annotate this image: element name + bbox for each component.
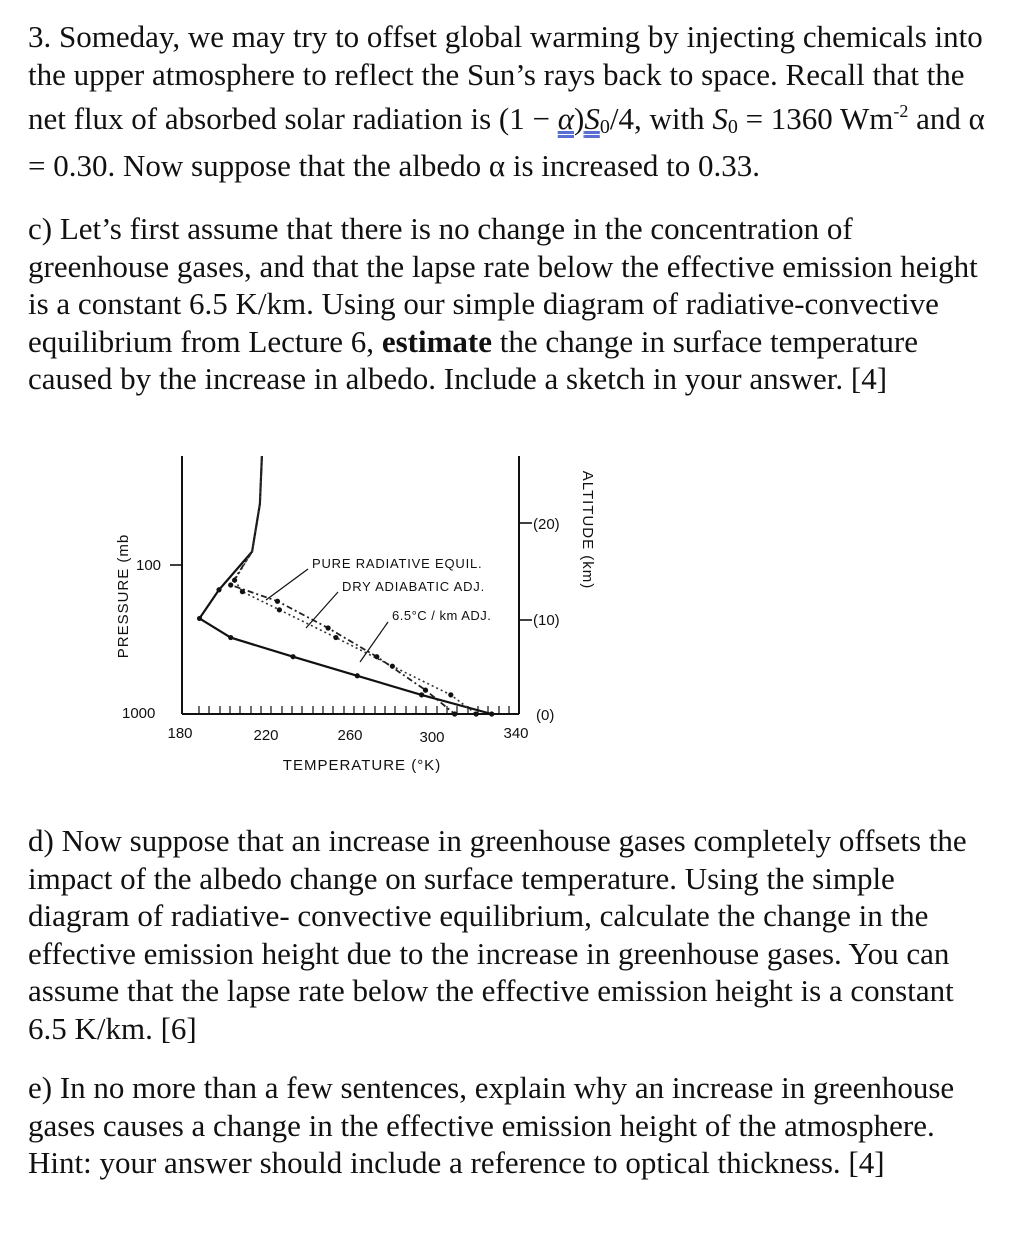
curve-label-6.5-adj: 6.5°C / km ADJ. (392, 608, 492, 623)
data-point-series-1-3 (232, 578, 237, 583)
alt-tick-label-0: (0) (536, 707, 555, 724)
y-axis-label-altitude: ALTITUDE (km) (579, 470, 596, 590)
x-tick-label-260: 260 (337, 727, 363, 744)
data-point-series-1-6 (333, 635, 338, 640)
radiative-convective-figure (96, 448, 616, 788)
question-number: 3. (28, 19, 52, 54)
x-tick-label-340: 340 (503, 725, 529, 742)
albedo-underlined: $\alpha)S_0$ (557, 101, 610, 138)
albedo-values: and α = 0.30. Now suppose that the albedo α is increased to 0.33. (28, 101, 985, 183)
data-point-series-0-8 (419, 692, 424, 697)
part-e-text: e) In no more than a few sentences, explain why an increase in greenhouse gases causes a change in the effective emission height of the atmosphere. Hint: your answer should include a reference to optical thickness. [4] (28, 1070, 955, 1180)
question-3-text: 3. Someday, we may try to offset global warming by injecting chemicals into the upper atmosphere to reflect the Sun’s rays back to space. Recall that the net flux of absorbed solar radiation is $(1 - \alpha)S_0/4$, with $S_0 = 1360$ $Wm^{-2}$ and α = 0.30. Now suppose that the albedo α is increased to 0.33. (28, 19, 985, 183)
estimate-bold: estimate (381, 323, 492, 359)
p-tick-label-1000: 1000 (122, 705, 156, 722)
alt-tick-label-10: (10) (533, 612, 560, 629)
x-tick-label-180: 180 (167, 725, 193, 742)
curve-label-pure-radiative: PURE RADIATIVE EQUIL. (312, 556, 483, 571)
data-point-series-0-6 (290, 654, 295, 659)
data-point-series-2-8 (452, 711, 457, 716)
data-point-series-2-4 (275, 599, 280, 604)
x-minor-ticks (199, 706, 509, 714)
data-point-series-2-7 (423, 688, 428, 693)
x-tick-label-220: 220 (253, 727, 279, 744)
data-point-series-2-5 (325, 625, 330, 630)
question-3-lead: Someday, we may try to offset global warming by injecting chemicals into the upper atmosphere to reflect the Sun’s rays back to space. Recall that the net flux of absorbed solar radiation is (1 − (28, 19, 983, 136)
data-point-series-1-5 (277, 607, 282, 612)
data-point-series-0-5 (228, 635, 233, 640)
part-c-text: c) Let’s first assume that there is no change in the concentration of greenhouse gases, and that the lapse rate below the effective emission height is a constant 6.5 K/km. Using our simple diagram of radiative-convective equilibrium from Lecture 6, estimate the change in surface temperature caused by the increase in albedo. Include a sketch in your answer. [4] (28, 211, 978, 396)
data-point-series-0-4 (197, 616, 202, 621)
data-point-series-0-7 (355, 673, 360, 678)
x-tick-label-300: 300 (419, 729, 445, 746)
data-point-series-1-8 (448, 692, 453, 697)
curve-label-dry-adiabatic: DRY ADIABATIC ADJ. (342, 579, 485, 594)
data-point-series-0-9 (489, 711, 494, 716)
alt-tick-label-20: (20) (533, 516, 560, 533)
data-point-series-1-7 (390, 664, 395, 669)
part-d-text: d) Now suppose that an increase in greenhouse gases completely offsets the impact of the albedo change on surface temperature. Using the simple diagram of radiative- convective equilibrium, calculate the change in the effective emission height due to the increase in greenhouse gases. You can assume that the lapse rate below the effective emission height is a constant 6.5 K/km. [6] (28, 823, 967, 1046)
data-point-series-0-3 (216, 587, 221, 592)
data-point-series-2-6 (374, 654, 379, 659)
p-tick-label-100: 100 (136, 557, 162, 574)
temperature-profile-chart (96, 448, 616, 788)
y-axis-label-pressure: PRESSURE (mb (115, 533, 132, 659)
series-markers (197, 578, 494, 717)
label-pointer-dry (306, 592, 338, 628)
label-pointer-pure (266, 569, 308, 600)
data-point-series-1-4 (240, 589, 245, 594)
data-point-series-1-9 (474, 711, 479, 716)
x-axis-label: TEMPERATURE (°K) (282, 757, 442, 774)
data-point-series-2-3 (228, 582, 233, 587)
